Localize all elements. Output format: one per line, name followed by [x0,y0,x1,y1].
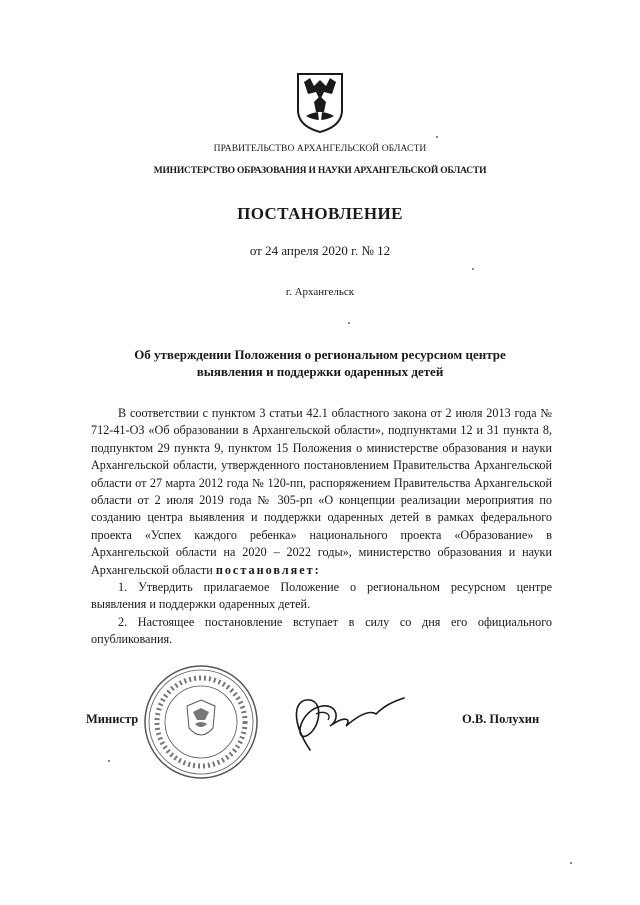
decree-word: постановляет: [215,562,321,577]
scan-speck [108,760,110,762]
subject-line: Об утверждении Положения о региональном ресурсном центре [134,347,506,362]
decree-item-2: 2. Настоящее постановление вступает в силу со дня его официального опубликования. [91,614,552,647]
government-header: ПРАВИТЕЛЬСТВО АРХАНГЕЛЬСКОЙ ОБЛАСТИ [213,144,427,154]
signer-title: Министр [86,712,139,726]
subject-line: выявления и поддержки одаренных детей [196,364,444,379]
scan-speck [348,322,350,324]
official-seal-icon [141,662,261,782]
coat-of-arms-icon [296,72,344,134]
decree-item-1: 1. Утвердить прилагаемое Положение о региональном ресурсном центре выявления и поддержки одаренных детей. [91,580,552,612]
scan-speck [436,136,438,138]
signer-name: О.В. Полухин [462,712,540,726]
signature-icon [280,680,410,760]
preamble-text: В соответствии с пунктом 3 статьи 42.1 областного закона от 2 июля 2013 года № 712-41-ОЗ «Об образовании в Архангельской области», подпунктами 12 и 31 пункта 8, подпунктом 29 пункта 9, пунктом 15 Положения о министерстве образования и науки Архангельской области, утвержденного постановлением Правительства Архангельской области от 27 марта 2012 года № 120-пп, распоряжением Правительства Архангельской области от 2 июля 2019 года № 305-рп «О концепции реализации мероприятия по созданию центра выявления и поддержки одаренных детей в рамках федерального проекта «Успех каждого ребенка» национального проекта «Образование» в Архангельской области на 2020 – 2022 годы», министерство образования и науки Архангельской области [91,406,552,577]
document-subject [0,346,640,380]
document-title: ПОСТАНОВЛЕНИЕ [237,204,403,223]
preamble-paragraph [91,405,552,579]
scan-speck [570,862,572,864]
document-body [91,405,552,649]
document-city: г. Архангельск [285,286,355,298]
document-date-number: от 24 апреля 2020 г. № 12 [249,243,391,258]
scan-speck [472,268,474,270]
ministry-header: МИНИСТЕРСТВО ОБРАЗОВАНИЯ И НАУКИ АРХАНГЕЛЬСКОЙ ОБЛАСТИ [153,166,487,176]
